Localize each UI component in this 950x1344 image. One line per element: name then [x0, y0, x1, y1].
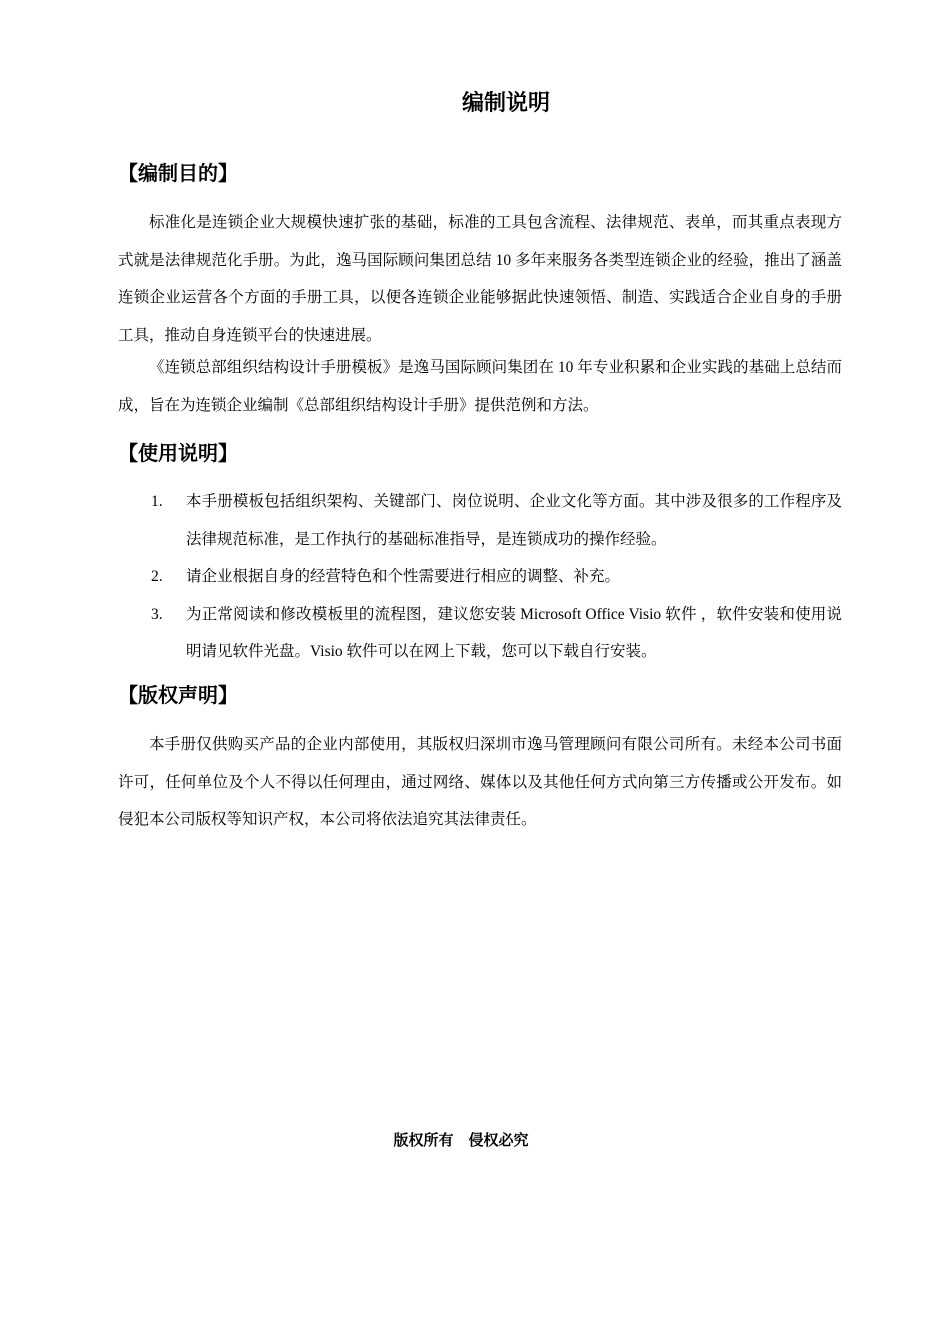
section-heading-copyright: 【版权声明】	[118, 683, 238, 707]
list-item-text: 本手册模板包括组织架构、关键部门、岗位说明、企业文化等方面。其中涉及很多的工作程序及法律规范标准，是工作执行的基础标准指导，是连锁成功的操作经验。	[186, 493, 842, 548]
list-item-text: 请企业根据自身的经营特色和个性需要进行相应的调整、补充。	[186, 568, 621, 585]
footer-copyright-notice: 版权所有 侵权必究	[393, 1131, 529, 1149]
section-heading-usage: 【使用说明】	[118, 441, 238, 465]
usage-list	[118, 483, 842, 671]
purpose-paragraph-1: 标准化是连锁企业大规模快速扩张的基础，标准的工具包含流程、法律规范、表单，而其重点表现方式就是法律规范化手册。为此，逸马国际顾问集团总结 10 多年来服务各类型连锁企业的经验，推出了涵盖连锁企业运营各个方面的手册工具，以便各连锁企业能够据此快速领悟、制造、实践适合企业自身的手册工具，推动自身连锁平台的快速进展。	[118, 214, 842, 344]
purpose-paragraph-2: 《连锁总部组织结构设计手册模板》是逸马国际顾问集团在 10 年专业积累和企业实践的基础上总结而成，旨在为连锁企业编制《总部组织结构设计手册》提供范例和方法。	[118, 359, 842, 414]
list-item	[118, 596, 842, 671]
document-title: 编制说明	[461, 91, 550, 116]
list-item-number: 1.	[151, 493, 163, 510]
list-item-text: 为正常阅读和修改模板里的流程图，建议您安装 Microsoft Office Visio 软件 ，软件安装和使用说明请见软件光盘。Visio 软件可以在网上下载，您可以下载自行安装。	[186, 605, 842, 660]
list-item	[118, 483, 842, 558]
list-item-number: 2.	[151, 568, 163, 585]
copyright-paragraph: 本手册仅供购买产品的企业内部使用，其版权归深圳市逸马管理顾问有限公司所有。未经本公司书面许可，任何单位及个人不得以任何理由，通过网络、媒体以及其他任何方式向第三方传播或公开发布。如侵犯本公司版权等知识产权，本公司将依法追究其法律责任。	[118, 736, 842, 828]
list-item	[118, 558, 842, 596]
list-item-number: 3.	[151, 605, 163, 623]
section-heading-purpose: 【编制目的】	[118, 161, 238, 185]
